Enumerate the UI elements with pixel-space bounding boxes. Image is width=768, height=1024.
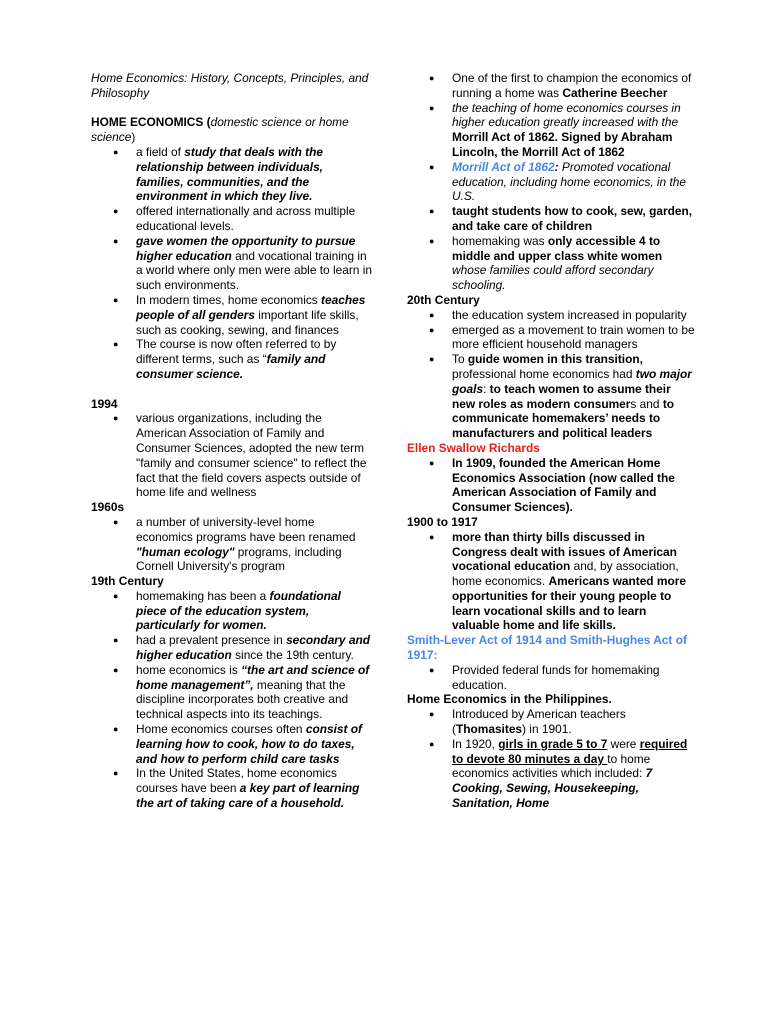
list-item: ● homemaking was only accessible 4 to middle and upper class white women whose families could afford secondary schooling. (429, 233, 663, 293)
heading-1900-to-1917: 1900 to 1917 (407, 514, 478, 529)
list-item: ● home economics is “the art and science of home management”, meaning that the discipline incorporates both creative and technical aspects into its teachings. (113, 662, 370, 722)
heading-smith-acts: Smith-Lever Act of 1914 and Smith-Hughes Act of 1917: (407, 633, 687, 663)
list-item: ● Introduced by American teachers (Thomasites) in 1901. (429, 707, 626, 737)
list-smith-acts (407, 663, 697, 693)
heading-19th-century: 19th Century (91, 574, 164, 589)
list-item: ● In 1920, girls in grade 5 to 7 were required to devote 80 minutes a day to home economics activities which included: 7 Cooking, Sewing, Housekeeping, Sanitation, Home (429, 736, 688, 811)
list-item: ● The course is now often referred to by different terms, such as “family and consumer science. (113, 337, 337, 381)
right-column (407, 71, 697, 811)
list-item: ● various organizations, including the American Association of Family and Consumer Sciences, adopted the new term "family and consumer science" to reflect the fact that the field covers aspects outside of home life and wellness (113, 411, 367, 500)
history-list (407, 71, 697, 293)
list-1994 (91, 411, 373, 500)
list-item: ● In 1909, founded the American Home Economics Association (now called the American Association of Family and Consumer Sciences). (429, 455, 675, 515)
home-economics-heading: HOME ECONOMICS (domestic science or home science) (91, 115, 349, 145)
list-philippines (407, 707, 697, 811)
list-item: ● In modern times, home economics teaches people of all genders important life skills, such as cooking, sewing, and finances (113, 292, 366, 337)
list-item: ● had a prevalent presence in secondary and higher education since the 19th century. (113, 633, 370, 663)
list-item: ● gave women the opportunity to pursue higher education and vocational training in a world where only men were able to learn in such environments. (113, 233, 372, 293)
list-ellen (407, 456, 697, 515)
list-item: ● In the United States, home economics courses have been a key part of learning the art of taking care of a household. (113, 766, 360, 811)
heading-1994: 1994 (91, 396, 118, 411)
list-item: ● offered internationally and across multiple educational levels. (113, 204, 356, 233)
list-19th-century (91, 589, 373, 811)
list-item: ● Morrill Act of 1862: Promoted vocational education, including home economics, in the U.S. (429, 159, 686, 204)
list-item: ● the teaching of home economics courses in higher education greatly increased with the Morrill Act of 1862. Signed by Abraham Lincoln, the Morrill Act of 1862 (429, 100, 681, 159)
list-item: ● emerged as a movement to train women to be more efficient household managers (429, 322, 695, 352)
list-item: ● homemaking has been a foundational piece of the education system, particularly for women. (113, 588, 341, 633)
list-item: ● a number of university-level home economics programs have been renamed "human ecology" programs, including Cornell University's program (113, 514, 356, 574)
list-item: ● the education system increased in popularity (429, 307, 687, 322)
list-item: ● more than thirty bills discussed in Congress dealt with issues of American vocational education and, by association, home economics. Americans wanted more opportunities for their young people to learn vocational skills and to learn valuable home and life skills. (429, 529, 686, 633)
list-item: ● One of the first to champion the economics of running a home was Catherine Beecher (429, 71, 692, 100)
list-20th-century (407, 308, 697, 441)
list-item: ● a field of study that deals with the relationship between individuals, families, communities, and the environment in which they live. (113, 144, 324, 204)
heading-20th-century: 20th Century (407, 292, 480, 307)
home-economics-list (91, 145, 373, 382)
list-1960s (91, 515, 373, 574)
list-1900-to-1917 (407, 530, 697, 634)
left-column (91, 71, 373, 811)
list-item: ● Provided federal funds for homemaking education. (429, 662, 660, 692)
list-item: ● To guide women in this transition, professional home economics had two major goals: to teach women to assume their new roles as modern consumers and to communicate homemakers’ needs to manufacturers and political leaders (429, 352, 692, 441)
heading-philippines: Home Economics in the Philippines. (407, 692, 612, 707)
list-item: ● Home economics courses often consist of learning how to cook, how to do taxes, and how to perform child care tasks (113, 722, 363, 766)
heading-1960s: 1960s (91, 500, 125, 515)
list-item: ● taught students how to cook, sew, garden, and take care of children (429, 204, 693, 233)
heading-ellen-swallow-richards: Ellen Swallow Richards (407, 440, 540, 455)
document-title: Home Economics: History, Concepts, Principles, and Philosophy (91, 71, 369, 100)
